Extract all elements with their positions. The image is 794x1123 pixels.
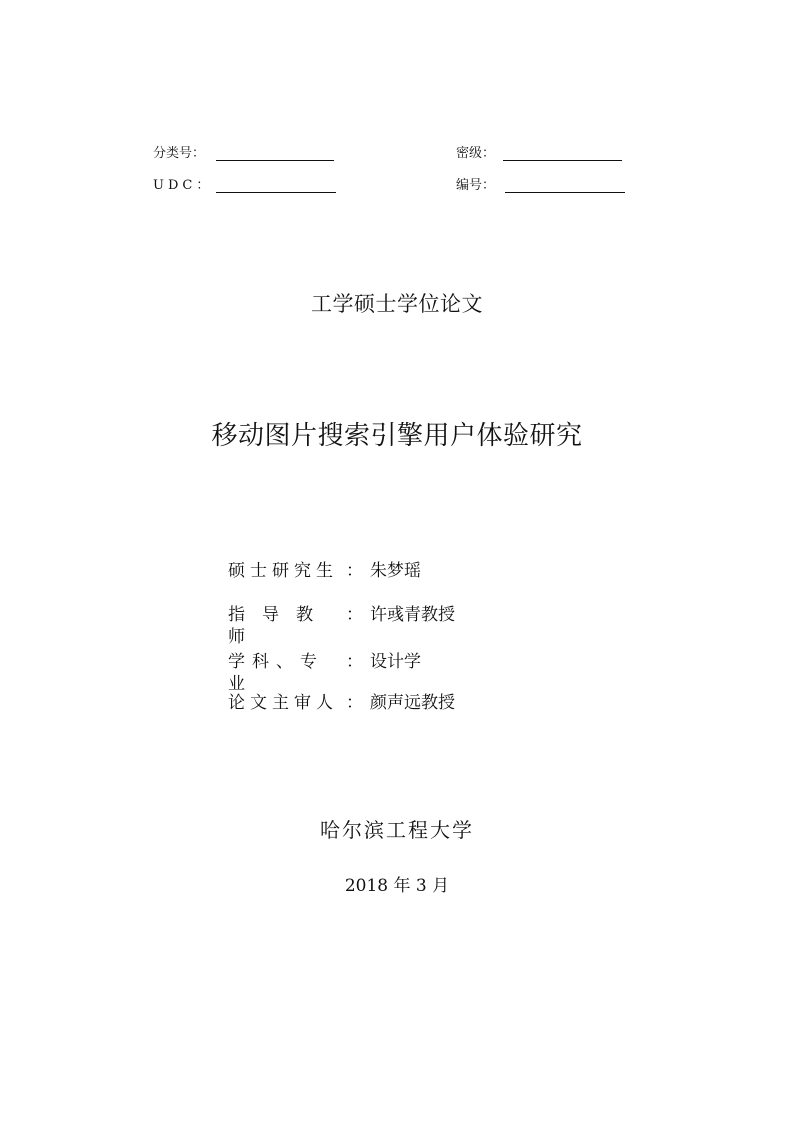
advisor-label: 指导教师 (228, 605, 330, 647)
student-colon: ： (346, 561, 363, 581)
secrecy-line (503, 160, 622, 161)
major-label: 学科、专业 (228, 652, 324, 694)
advisor-value: 许彧青教授 (370, 605, 455, 625)
major-colon: ： (346, 652, 363, 672)
thesis-title: 移动图片搜索引擎用户体验研究 (211, 421, 583, 451)
number-label: 编号： (456, 178, 496, 193)
major-value: 设计学 (370, 652, 421, 672)
advisor-row (228, 604, 455, 648)
classification-line (216, 160, 334, 161)
major-row (228, 651, 421, 695)
reviewer-row (228, 692, 455, 714)
degree-type: 工学硕士学位论文 (311, 292, 483, 316)
reviewer-colon: ： (346, 693, 363, 713)
advisor-colon: ： (346, 605, 363, 625)
reviewer-label: 论文主审人 (228, 693, 338, 713)
udc-line (216, 192, 336, 193)
reviewer-value: 颜声远教授 (370, 693, 455, 713)
submission-date: 2018 年 3 月 (344, 876, 450, 896)
student-label: 硕士研究生 (228, 561, 338, 581)
university-name: 哈尔滨工程大学 (320, 818, 474, 842)
classification-label: 分类号： (153, 146, 206, 161)
student-row (228, 560, 421, 582)
student-value: 朱梦瑶 (370, 561, 421, 581)
udc-label: UDC： (153, 178, 214, 193)
secrecy-label: 密级： (456, 146, 496, 161)
number-line (505, 192, 625, 193)
